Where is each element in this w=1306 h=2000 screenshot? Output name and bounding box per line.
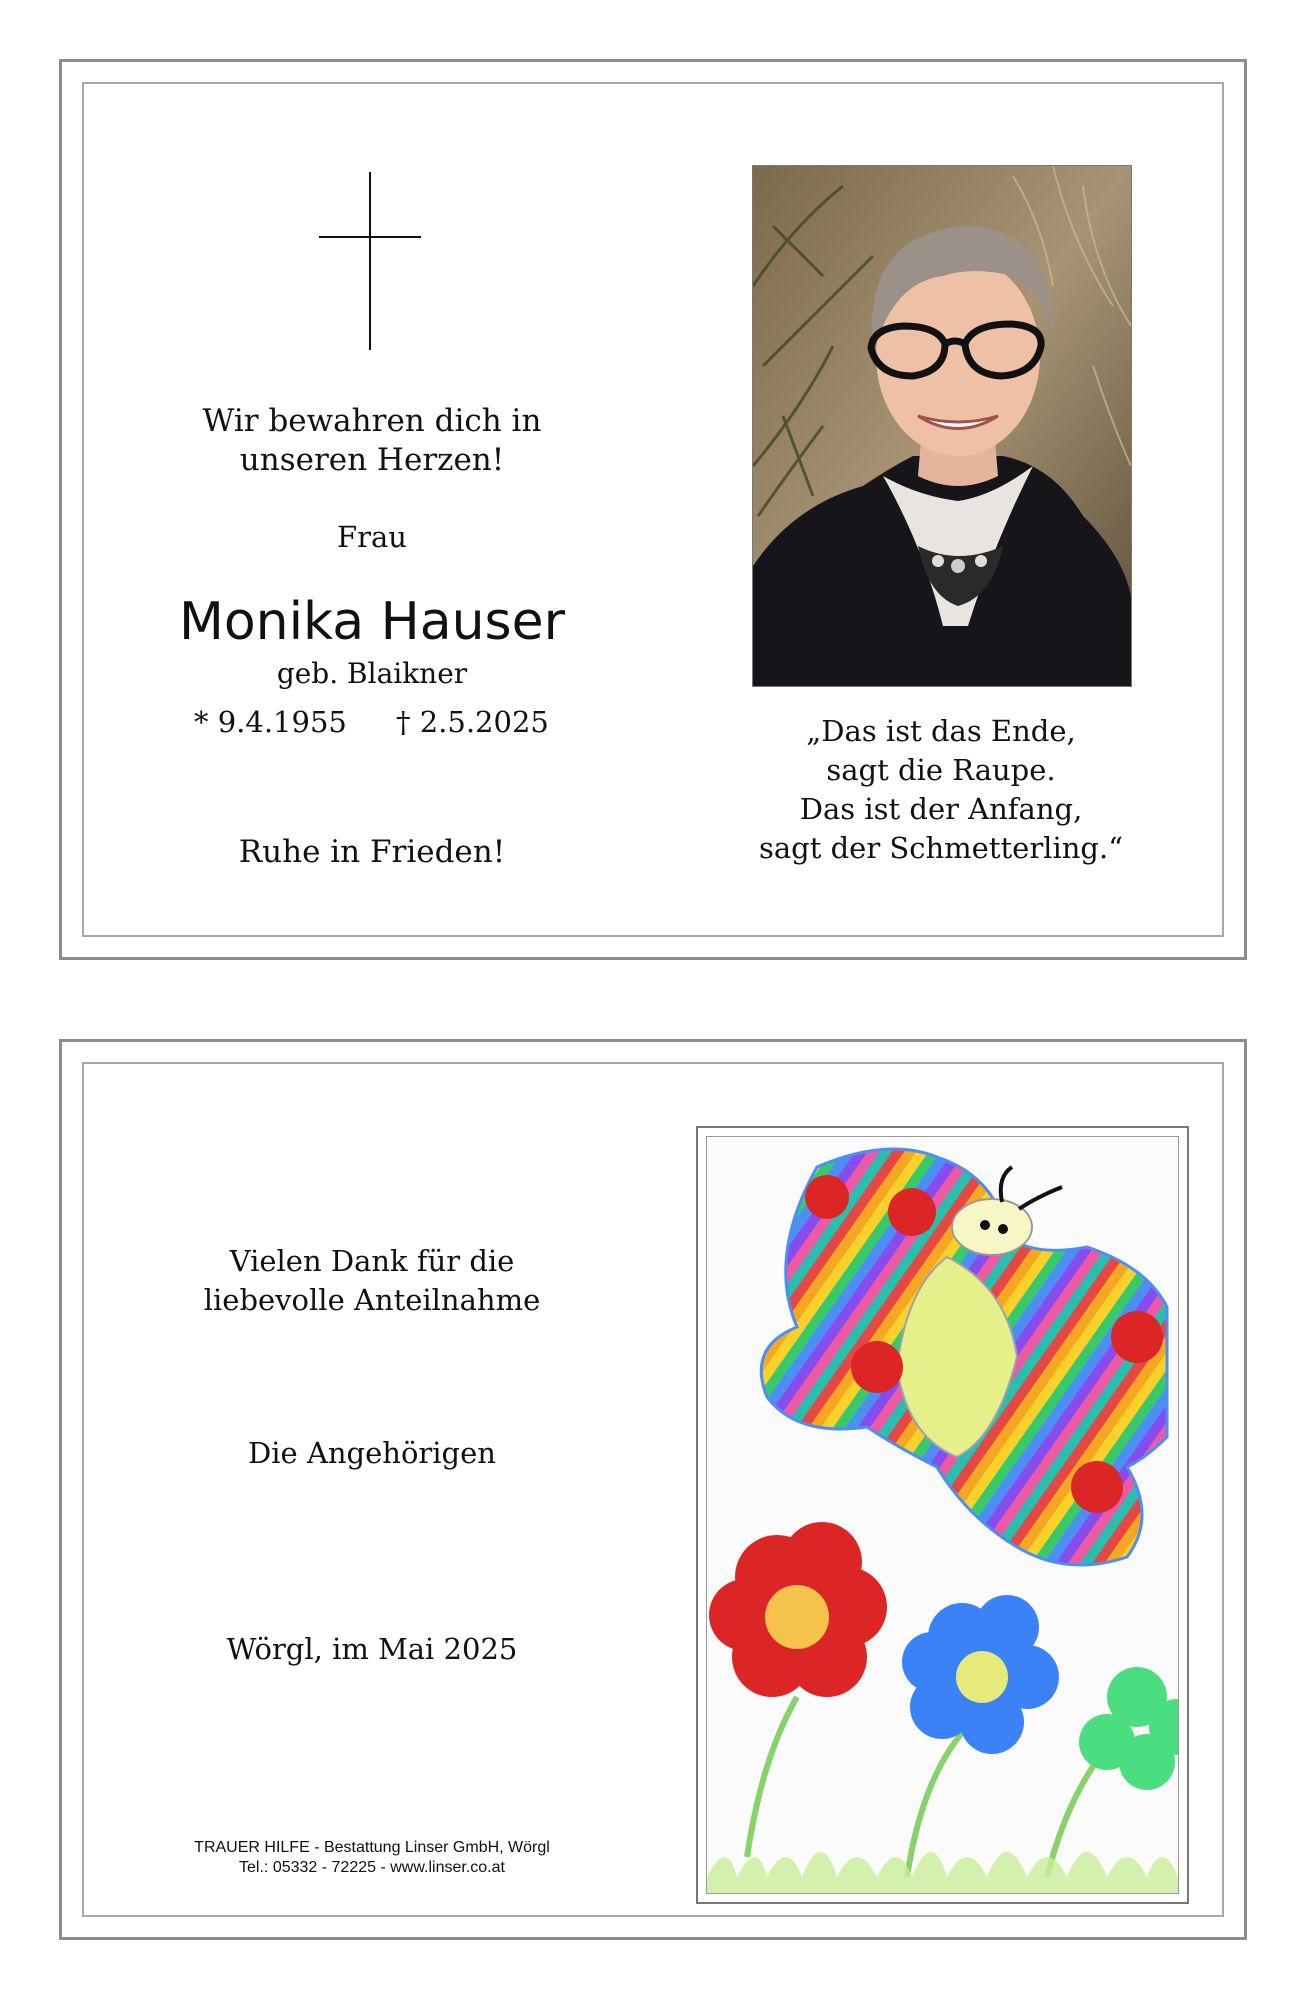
maiden-name: geb. Blaikner — [276, 657, 468, 690]
deceased-name: Monika Hauser — [178, 592, 566, 652]
footer-line-2: Tel.: 05332 - 72225 - www.linser.co.at — [239, 1859, 505, 1876]
quote-line: Das ist der Anfang, — [799, 792, 1083, 826]
cross-icon — [319, 172, 421, 350]
quote-text — [752, 712, 1130, 868]
drawing-frame — [696, 1126, 1189, 1904]
place-date: Wörgl, im Mai 2025 — [226, 1632, 518, 1666]
quote-line: sagt der Schmetterling.“ — [758, 831, 1124, 865]
footer-line-1: TRAUER HILFE - Bestattung Linser GmbH, Wörgl — [194, 1839, 550, 1856]
farewell-line-1: Wir bewahren dich in — [202, 403, 542, 439]
portrait-photo — [752, 165, 1132, 687]
butterfly-flowers-illustration — [707, 1137, 1178, 1893]
portrait-illustration — [753, 166, 1131, 686]
family-text: Die Angehörigen — [248, 1436, 496, 1470]
farewell-line-2: unseren Herzen! — [239, 442, 505, 478]
thanks-line-1: Vielen Dank für die — [229, 1244, 515, 1278]
quote-line: „Das ist das Ende, — [806, 714, 1076, 748]
closing-text: Ruhe in Frieden! — [238, 834, 506, 870]
thanks-text — [62, 1242, 682, 1320]
salutation: Frau — [337, 520, 407, 554]
butterfly-drawing — [706, 1136, 1179, 1894]
funeral-home-footer — [62, 1838, 682, 1878]
back-card — [59, 1039, 1247, 1940]
farewell-text — [62, 402, 682, 480]
thanks-line-2: liebevolle Anteilnahme — [203, 1283, 541, 1317]
quote-line: sagt die Raupe. — [826, 753, 1056, 787]
front-card — [59, 59, 1247, 960]
birth-date: * 9.4.1955 — [194, 705, 347, 739]
death-date: † 2.5.2025 — [396, 705, 549, 739]
